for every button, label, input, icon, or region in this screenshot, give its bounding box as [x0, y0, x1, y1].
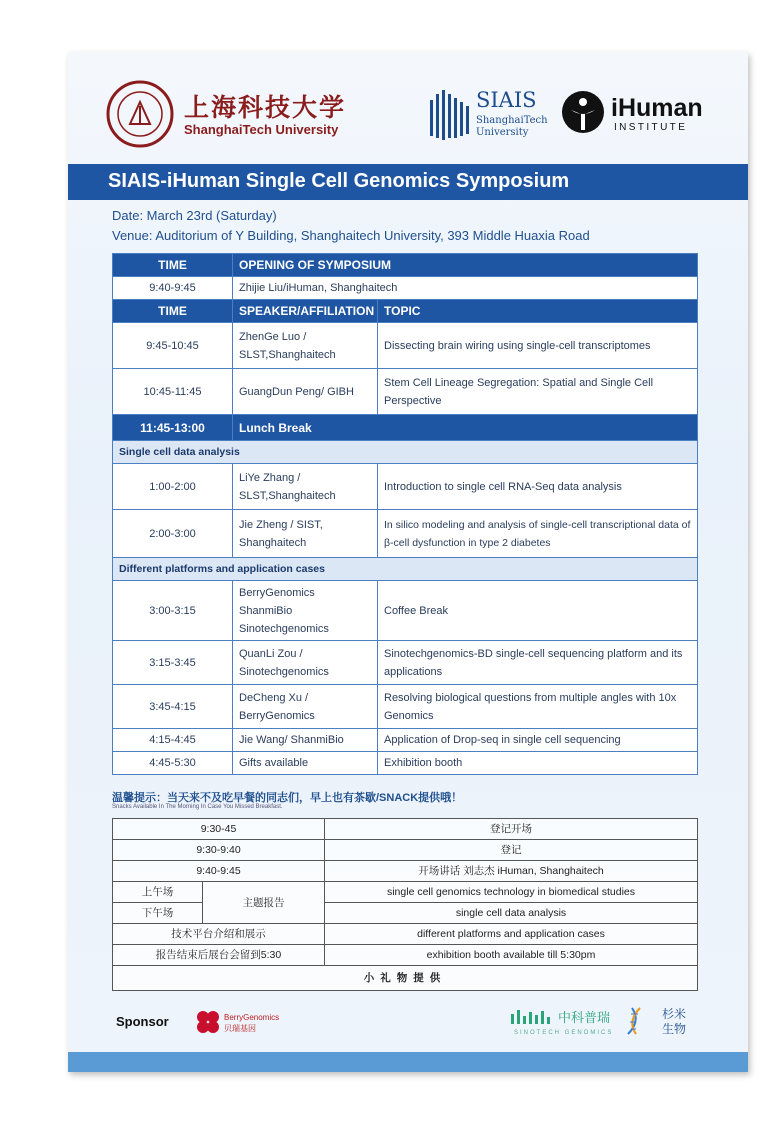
talk-topic: Dissecting brain wiring using single-cell transcriptomes — [378, 323, 698, 369]
talk-topic: Introduction to single cell RNA-Seq data analysis — [378, 464, 698, 510]
berry-genomics-logo — [194, 1008, 222, 1036]
reminder-note-en: Snacks Available In The Morning In Case You Missed Breakfast. — [112, 804, 283, 810]
siais-name: SIAIS — [476, 88, 537, 112]
lunch-row — [113, 415, 698, 441]
talks-header-row — [113, 300, 698, 323]
shanghaitech-name-en: ShanghaiTech University — [184, 122, 339, 137]
talk-time: 10:45-11:45 — [113, 369, 233, 415]
opening-speaker: Zhijie Liu/iHuman, Shanghaitech — [233, 277, 698, 300]
talk-speaker: LiYe Zhang / SLST,Shanghaitech — [233, 464, 378, 510]
opening-header-row — [113, 254, 698, 277]
table-row — [113, 369, 698, 415]
table-row — [113, 882, 698, 903]
summary-event: 登记开场 — [325, 819, 698, 840]
sinotech-logo — [511, 1010, 553, 1026]
sinotech-name-cn: 中科普瑞 — [558, 1010, 611, 1025]
talk-topic: Resolving biological questions from multiple angles with 10x Genomics — [378, 685, 698, 729]
gift-label: 小礼物提供 — [113, 966, 698, 991]
ihuman-name: iHuman — [611, 94, 703, 122]
table-row — [113, 641, 698, 685]
time-header: TIME — [113, 254, 233, 277]
table-row — [113, 924, 698, 945]
berry-name-en: BerryGenomics — [224, 1013, 280, 1022]
talk-time: 9:45-10:45 — [113, 323, 233, 369]
opening-time: 9:40-9:45 — [113, 277, 233, 300]
summary-time: 9:40-9:45 — [113, 861, 325, 882]
bottom-bar — [68, 1052, 748, 1072]
time-header: TIME — [113, 300, 233, 323]
talk-speaker: GuangDun Peng/ GIBH — [233, 369, 378, 415]
summary-event: 登记 — [325, 840, 698, 861]
ihuman-subtitle: INSTITUTE — [614, 122, 688, 133]
table-row — [113, 277, 698, 300]
summary-event: single cell genomics technology in biomedical studies — [325, 882, 698, 903]
table-row — [113, 581, 698, 641]
talk-topic: Application of Drop-seq in single cell sequencing — [378, 729, 698, 752]
summary-session: 下午场 — [113, 903, 203, 924]
talk-topic: In silico modeling and analysis of single-cell transcriptional data of β-cell dysfunction in type 2 diabetes — [378, 510, 698, 558]
table-row — [113, 323, 698, 369]
talk-speaker: Jie Wang/ ShanmiBio — [233, 729, 378, 752]
table-row — [113, 729, 698, 752]
shanmi-name: 杉米生物 — [662, 1007, 687, 1036]
summary-keynote: 主题报告 — [203, 882, 325, 924]
summary-event: different platforms and application cases — [325, 924, 698, 945]
event-venue: Venue: Auditorium of Y Building, Shanghaitech University, 393 Middle Huaxia Road — [112, 228, 590, 243]
talk-topic: Sinotechgenomics-BD single-cell sequencing platform and its applications — [378, 641, 698, 685]
opening-header: OPENING OF SYMPOSIUM — [233, 254, 698, 277]
table-row — [113, 510, 698, 558]
chinese-summary-table — [112, 818, 698, 991]
schedule-table — [112, 253, 698, 775]
table-row — [113, 819, 698, 840]
talk-topic: Stem Cell Lineage Segregation: Spatial and Single Cell Perspective — [378, 369, 698, 415]
talk-speaker: ZhenGe Luo / SLST,Shanghaitech — [233, 323, 378, 369]
berry-genomics-name — [224, 1012, 279, 1034]
poster — [68, 52, 748, 1072]
summary-event: 开场讲话 刘志杰 iHuman, Shanghaitech — [325, 861, 698, 882]
talk-speaker: Jie Zheng / SIST, Shanghaitech — [233, 510, 378, 558]
lunch-time: 11:45-13:00 — [113, 415, 233, 441]
table-row — [113, 685, 698, 729]
event-date: Date: March 23rd (Saturday) — [112, 208, 277, 223]
table-row — [113, 752, 698, 775]
siais-subtitle: ShanghaiTech University — [476, 115, 548, 138]
talk-speaker: Gifts available — [233, 752, 378, 775]
topic-header: TOPIC — [378, 300, 698, 323]
summary-time: 9:30-45 — [113, 819, 325, 840]
sponsor-label: Sponsor — [116, 1014, 169, 1029]
table-row — [113, 903, 698, 924]
talk-speaker: QuanLi Zou / Sinotechgenomics — [233, 641, 378, 685]
summary-session: 上午场 — [113, 882, 203, 903]
talk-speaker: DeCheng Xu / BerryGenomics — [233, 685, 378, 729]
siais-logo — [428, 88, 472, 144]
talk-time: 1:00-2:00 — [113, 464, 233, 510]
talk-time: 3:15-3:45 — [113, 641, 233, 685]
section-row — [113, 558, 698, 581]
table-row — [113, 464, 698, 510]
shanghaitech-seal-logo — [106, 80, 174, 148]
table-row — [113, 861, 698, 882]
shanmi-dna-logo — [624, 1004, 658, 1038]
page-title: SIAIS-iHuman Single Cell Genomics Symposium — [108, 170, 570, 192]
summary-event: single cell data analysis — [325, 903, 698, 924]
section-title: Different platforms and application cases — [113, 558, 698, 581]
summary-label: 技术平台介绍和展示 — [113, 924, 325, 945]
berry-name-cn: 贝瑞基因 — [224, 1024, 256, 1033]
table-row — [113, 840, 698, 861]
section-title: Single cell data analysis — [113, 441, 698, 464]
shanghaitech-name-cn: 上海科技大学 — [184, 93, 347, 122]
table-row — [113, 945, 698, 966]
summary-event: exhibition booth available till 5:30pm — [325, 945, 698, 966]
talk-time: 4:45-5:30 — [113, 752, 233, 775]
summary-label: 报告结束后展台会留到5:30 — [113, 945, 325, 966]
talk-time: 3:00-3:15 — [113, 581, 233, 641]
ihuman-logo — [561, 90, 605, 134]
talk-time: 3:45-4:15 — [113, 685, 233, 729]
lunch-label: Lunch Break — [233, 415, 698, 441]
section-row — [113, 441, 698, 464]
talk-time: 4:15-4:45 — [113, 729, 233, 752]
reminder-note-cn: 温馨提示：当天来不及吃早餐的同志们，早上也有茶歇/SNACK提供哦！ — [112, 792, 463, 804]
speaker-header: SPEAKER/AFFILIATION — [233, 300, 378, 323]
talk-topic: Exhibition booth — [378, 752, 698, 775]
talk-topic: Coffee Break — [378, 581, 698, 641]
summary-time: 9:30-9:40 — [113, 840, 325, 861]
talk-speaker: BerryGenomics ShanmiBio Sinotechgenomics — [233, 581, 378, 641]
talk-time: 2:00-3:00 — [113, 510, 233, 558]
gift-row — [113, 966, 698, 991]
sinotech-name-en: SINOTECH GENOMICS — [514, 1030, 614, 1036]
